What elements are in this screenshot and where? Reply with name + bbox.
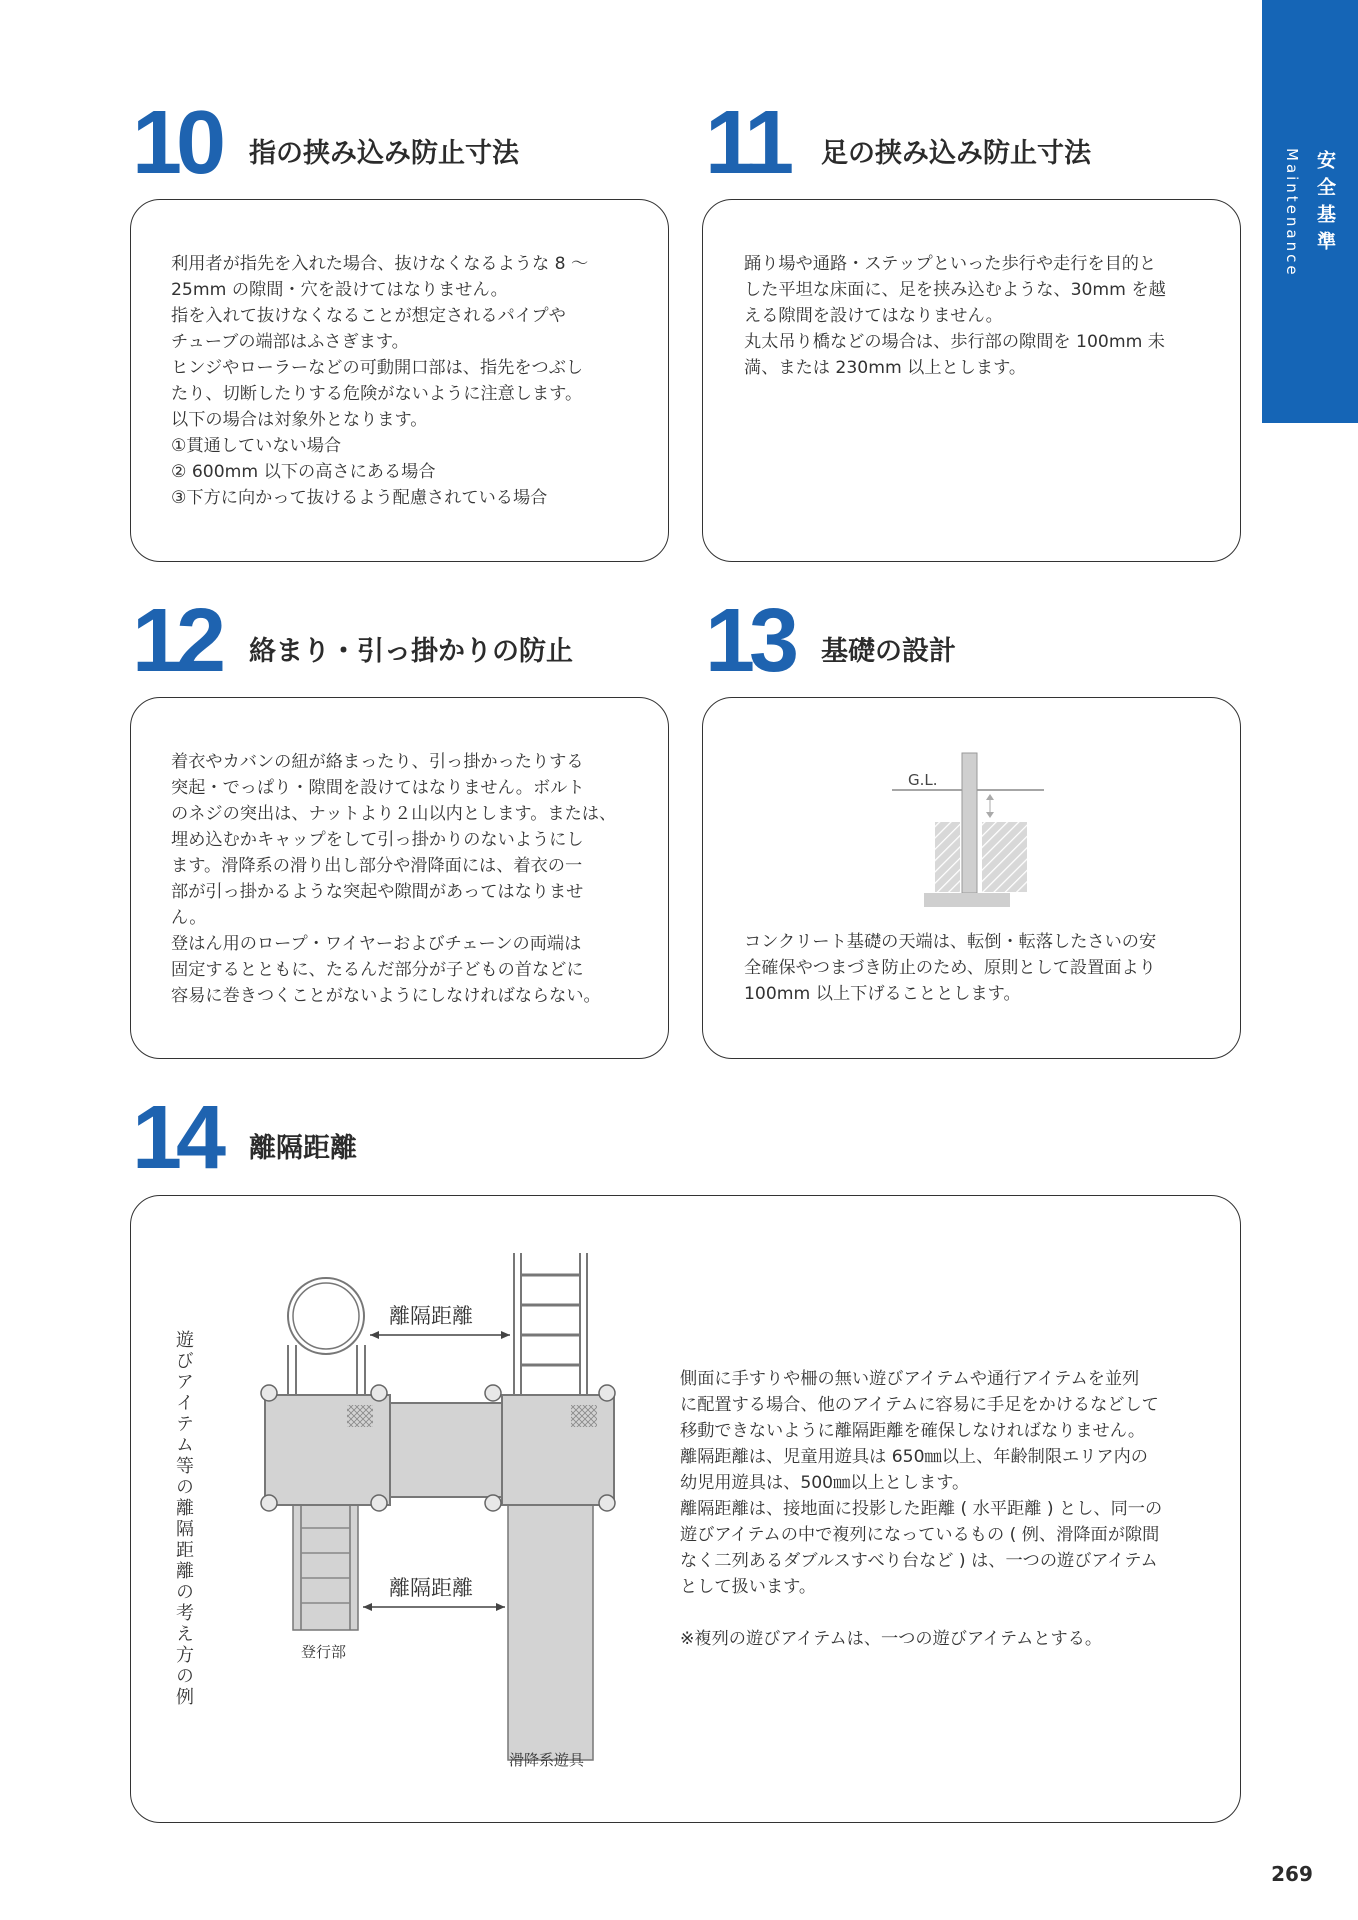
- text-line: ヒンジやローラーなどの可動開口部は、指先をつぶし: [171, 358, 584, 378]
- slide: [508, 1505, 593, 1760]
- right-platform: [502, 1395, 614, 1505]
- bridge-deck: [390, 1403, 502, 1497]
- slide-label: 滑降系遊具: [509, 1751, 585, 1769]
- text-line: ② 600mm 以下の高さにある場合: [171, 462, 436, 482]
- text-line: 満、または 230mm 以上とします。: [744, 358, 1027, 378]
- separation-diagram: [255, 1245, 635, 1775]
- text-line: 容易に巻きつくことがないようにしなければならない。: [171, 986, 601, 1006]
- section-14-number: 14: [132, 1088, 221, 1188]
- grip-texture: [347, 1405, 373, 1427]
- text-line: した平坦な床面に、足を挟み込むような、30mm を越: [744, 280, 1166, 300]
- text-line: ん。: [171, 908, 207, 928]
- grip-texture: [571, 1405, 597, 1427]
- text-line: として扱います。: [680, 1577, 817, 1597]
- foundation-diagram: [880, 745, 1060, 915]
- text-line: 遊びアイテムの中で複列になっているもの ( 例、滑降面が隙間: [680, 1525, 1160, 1545]
- text-line: 幼児用遊具は、500㎜以上とします。: [680, 1473, 970, 1493]
- text-line: 埋め込むかキャップをして引っ掛かりのないようにし: [171, 830, 584, 850]
- text-line: 離隔距離は、児童用遊具は 650㎜以上、年齢制限エリア内の: [680, 1447, 1148, 1467]
- arch-frame: [288, 1278, 365, 1395]
- bottom-distance-arrow: [363, 1603, 505, 1611]
- text-line: たり、切断したりする危険がないように注意します。: [171, 384, 583, 404]
- text-line: 固定するとともに、たるんだ部分が子どもの首などに: [171, 960, 584, 980]
- text-line: チューブの端部はふさぎます。: [171, 332, 409, 352]
- page-number: 269: [1271, 1862, 1313, 1886]
- text-line: ③下方に向かって抜けるよう配慮されている場合: [171, 488, 548, 508]
- section-10-text: [171, 251, 588, 511]
- section-14-vertical-caption: 遊びアイテム等の離隔距離の考え方の例: [173, 1330, 194, 1708]
- ladder: [514, 1253, 587, 1395]
- text-line: 指を入れて抜けなくなることが想定されるパイプや: [171, 306, 566, 326]
- section-12-number: 12: [132, 591, 221, 691]
- text-line: 利用者が指先を入れた場合、抜けなくなるような 8 ～: [171, 254, 589, 274]
- text-line: ※複列の遊びアイテムは、一つの遊びアイテムとする。: [680, 1629, 1103, 1649]
- text-line: 離隔距離は、接地面に投影した距離 ( 水平距離 ) とし、同一の: [680, 1499, 1163, 1519]
- base-slab: [924, 893, 1010, 907]
- text-line: 着衣やカバンの紐が絡まったり、引っ掛かったりする: [171, 752, 584, 772]
- top-distance-arrow: [370, 1331, 510, 1339]
- text-line: 25mm の隙間・穴を設けてはなりません。: [171, 280, 508, 300]
- text-line: ます。滑降系の滑り出し部分や滑降面には、着衣の一: [171, 856, 583, 876]
- text-line: 側面に手すりや柵の無い遊びアイテムや通行アイテムを並列: [680, 1369, 1140, 1389]
- section-11-text: [744, 251, 1166, 381]
- section-13-text: [744, 929, 1156, 1007]
- section-10-number: 10: [132, 93, 221, 193]
- text-line: 以下の場合は対象外となります。: [171, 410, 428, 430]
- arrow-head-up: [986, 794, 994, 800]
- text-line: える隙間を設けてはなりません。: [744, 306, 1003, 326]
- section-14-text: [680, 1366, 1162, 1652]
- text-line: 移動できないように離隔距離を確保しなければなりません。: [680, 1421, 1146, 1441]
- section-13-number: 13: [705, 591, 794, 691]
- section-13-title: 基礎の設計: [821, 636, 956, 667]
- arrow-head-down: [986, 812, 994, 818]
- chapter-tab: [1262, 0, 1358, 423]
- text-line: 丸太吊り橋などの場合は、歩行部の隙間を 100mm 未: [744, 332, 1165, 352]
- text-line: のネジの突出は、ナットより２山以内とします。または、: [171, 804, 617, 824]
- text-line: 部が引っ掛かるような突起や隙間があってはなりませ: [171, 882, 584, 902]
- section-12-text: [171, 749, 616, 1009]
- text-line: に配置する場合、他のアイテムに容易に手足をかけるなどして: [680, 1395, 1159, 1415]
- section-10-title: 指の挟み込み防止寸法: [249, 138, 519, 169]
- blank-line: [680, 1600, 1162, 1626]
- text-line: ①貫通していない場合: [171, 436, 342, 456]
- text-line: 登はん用のロープ・ワイヤーおよびチェーンの両端は: [171, 934, 582, 954]
- text-line: 100mm 以上下げることとします。: [744, 984, 1021, 1004]
- section-11-number: 11: [705, 93, 789, 193]
- section-12-title: 絡まり・引っ掛かりの防止: [249, 636, 573, 667]
- stairs-label: 登行部: [301, 1643, 347, 1661]
- text-line: コンクリート基礎の天端は、転倒・転落したさいの安: [744, 932, 1157, 952]
- post: [962, 753, 977, 893]
- chapter-tab-subtitle: Maintenance: [1283, 148, 1301, 278]
- top-distance-label: 離隔距離: [389, 1304, 473, 1328]
- stairs: [293, 1505, 358, 1630]
- text-line: 踊り場や通路・ステップといった歩行や走行を目的と: [744, 254, 1157, 274]
- section-14-title: 離隔距離: [249, 1133, 357, 1164]
- bottom-distance-label: 離隔距離: [389, 1576, 473, 1600]
- text-line: なく二列あるダブルスすべり台など ) は、一つの遊びアイテム: [680, 1551, 1158, 1571]
- gl-label: G.L.: [908, 771, 938, 789]
- section-11-title: 足の挟み込み防止寸法: [821, 138, 1091, 169]
- text-line: 全確保やつまづき防止のため、原則として設置面より: [744, 958, 1156, 978]
- text-line: 突起・でっぱり・隙間を設けてはなりません。ボルト: [171, 778, 585, 798]
- chapter-tab-title: 安全基準: [1314, 150, 1336, 258]
